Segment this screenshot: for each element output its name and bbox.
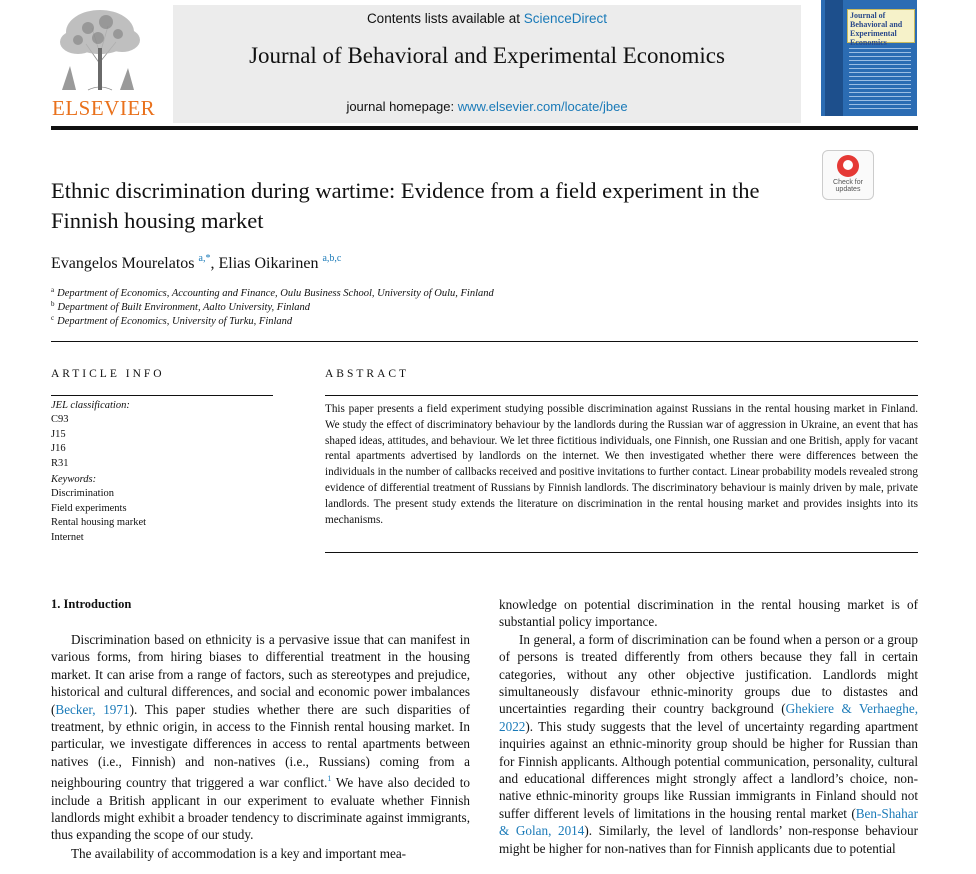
article-info-list xyxy=(51,399,271,545)
contents-line xyxy=(173,11,801,26)
keyword: Internet xyxy=(51,531,84,543)
keywords-label: Keywords: xyxy=(51,474,97,486)
affiliation xyxy=(51,300,310,313)
abstract-rule xyxy=(325,395,918,396)
author-superscript[interactable]: a,b,c xyxy=(322,253,342,264)
affiliation-mark: c xyxy=(51,314,55,322)
body-right-column xyxy=(499,596,918,857)
abstract-heading: ABSTRACT xyxy=(325,368,410,380)
cover-strip xyxy=(825,0,843,116)
keyword: Discrimination xyxy=(51,488,114,500)
journal-title: Journal of Behavioral and Experimental Economics xyxy=(249,43,725,68)
abstract-bottom-rule xyxy=(325,552,918,553)
body-left-column xyxy=(51,631,470,862)
keyword: Rental housing market xyxy=(51,517,147,529)
jel-code: J16 xyxy=(51,443,66,455)
jel-code: C93 xyxy=(51,414,69,426)
journal-cover-thumbnail xyxy=(821,0,917,116)
author-name[interactable]: Elias Oikarinen xyxy=(218,255,319,272)
affiliation-mark: a xyxy=(51,286,55,294)
author-name[interactable]: Evangelos Mourelatos xyxy=(51,255,195,272)
body-paragraph xyxy=(499,631,918,857)
footnote-marker[interactable]: 1 xyxy=(327,774,332,784)
homepage-prefix: journal homepage: xyxy=(346,99,458,114)
citation-link[interactable]: Ghekiere & Verhaeghe, 2022 xyxy=(499,701,919,734)
journal-masthead xyxy=(173,5,801,123)
body-paragraph xyxy=(51,631,470,844)
keyword: Field experiments xyxy=(51,502,127,514)
citation-link[interactable]: Ben-Shahar & Golan, 2014 xyxy=(499,805,918,839)
header-rule xyxy=(51,126,918,130)
paragraph-text: ). Similarly, the level of landlords’ non-response behaviour might be higher for non-natives than for Finnish applicants due to potential xyxy=(499,823,918,856)
paragraph-text: ). This study suggests that the level of uncertainty regarding apartment inquiries against an ethnic-minority group should be higher for Russian than for Finnish applicants. Although potential communication, personality, cultural and educational differences might strongly affect a landlord’s choice, non-native ethnic-minority groups like Russian immigrants in Finland should not suffer different levels of limitations in the housing rental market ( xyxy=(499,718,918,821)
author-separator: , xyxy=(210,255,219,272)
journal-homepage xyxy=(173,99,801,114)
crossmark-icon xyxy=(837,155,859,177)
paragraph-text: We have also decided to include a British applicant in our experiment to evaluate whether Finnish landlords might exhibit a broader tendency to discriminate against immigrants, thus expanding the scope of our study. xyxy=(51,775,470,843)
affiliation-text: Department of Economics, University of Turku, Finland xyxy=(57,316,293,327)
paragraph-text: Discrimination based on ethnicity is a pervasive issue that can manifest in various forms, from hiring biases to differential treatment in the housing market. It can arise from a range of factors, such as stereotypes and prejudice, historical and cultural differences, and social and economic power imbalances ( xyxy=(51,632,470,717)
crossmark-label: Check for updates xyxy=(833,179,863,193)
body-paragraph: The availability of accommodation is a key and important mea- xyxy=(71,845,407,861)
elsevier-wordmark: ELSEVIER xyxy=(52,96,156,120)
homepage-link[interactable]: www.elsevier.com/locate/jbee xyxy=(457,99,628,114)
paragraph-text: In general, a form of discrimination can be found when a person or a group of persons is treated differently from others because they fall in certain categories, without any other objective justification. Landlords might simultaneously disfavour ethnic-minority groups due to distastes and uncertainties regarding their country background ( xyxy=(499,631,918,717)
article-info-rule xyxy=(51,395,273,396)
jel-code: R31 xyxy=(51,457,69,469)
check-for-updates-badge[interactable] xyxy=(822,150,874,200)
affiliation xyxy=(51,314,292,327)
affiliation-mark: b xyxy=(51,300,55,308)
citation-link[interactable]: Becker, 1971 xyxy=(55,701,130,717)
affiliation xyxy=(51,286,494,299)
section-heading-introduction: 1. Introduction xyxy=(51,597,132,611)
jel-label: JEL classification: xyxy=(51,400,130,411)
contents-prefix: Contents lists available at xyxy=(366,11,524,26)
affiliation-text: Department of Economics, Accounting and Finance, Oulu Business School, University of Oulu, Finland xyxy=(57,288,494,299)
cover-title: Journal of Behavioral and Experimental Economics xyxy=(847,9,915,43)
cover-contents-lines xyxy=(849,48,911,110)
affiliation-text: Department of Built Environment, Aalto University, Finland xyxy=(57,302,311,313)
sciencedirect-link[interactable]: ScienceDirect xyxy=(523,11,608,26)
article-info-heading: ARTICLE INFO xyxy=(51,368,165,380)
elsevier-tree-icon xyxy=(48,4,152,92)
title-rule xyxy=(51,341,918,342)
author-superscript[interactable]: a,* xyxy=(198,253,211,264)
body-paragraph: knowledge on potential discrimination in the rental housing market is of substantial policy importance. xyxy=(499,597,918,630)
paper-title: Ethnic discrimination during wartime: Evidence from a field experiment in the Finnish housing market xyxy=(51,178,760,233)
jel-code: J15 xyxy=(51,428,66,440)
author-list xyxy=(51,253,341,273)
paragraph-text: ). This paper studies whether there are such disparities of treatment, by ethnic origin, in access to the Finnish rental housing market. In particular, we investigate differences in access to rental apartments between natives (i.e., Finnish) and non-natives (i.e., Russians) coming from a neighbouring country that triggered a war conflict. xyxy=(51,701,470,791)
abstract-text: This paper presents a field experiment studying possible discrimination against Russians in the rental housing market in Finland. We study the effect of discriminatory behaviour by the landlords during the Russian war of aggression in Ukraine, an event that has shaped ideas, attitudes, and behaviour. We let three fictitious individuals, one Finnish, one Russian and one British, apply for vacant rental apartments advertised by landlords on the internet. We then investigated whether there were differences between the individuals in the number of callbacks received and positive invitations to further contact. Linear probability models revealed strong evidence of differential treatment of Russians by Finnish landlords. The discriminatory behaviour is mainly driven by male, private landlords. The present study extends the literature on discrimination in the rental housing market and provides insights into its mechanisms. xyxy=(325,403,918,526)
